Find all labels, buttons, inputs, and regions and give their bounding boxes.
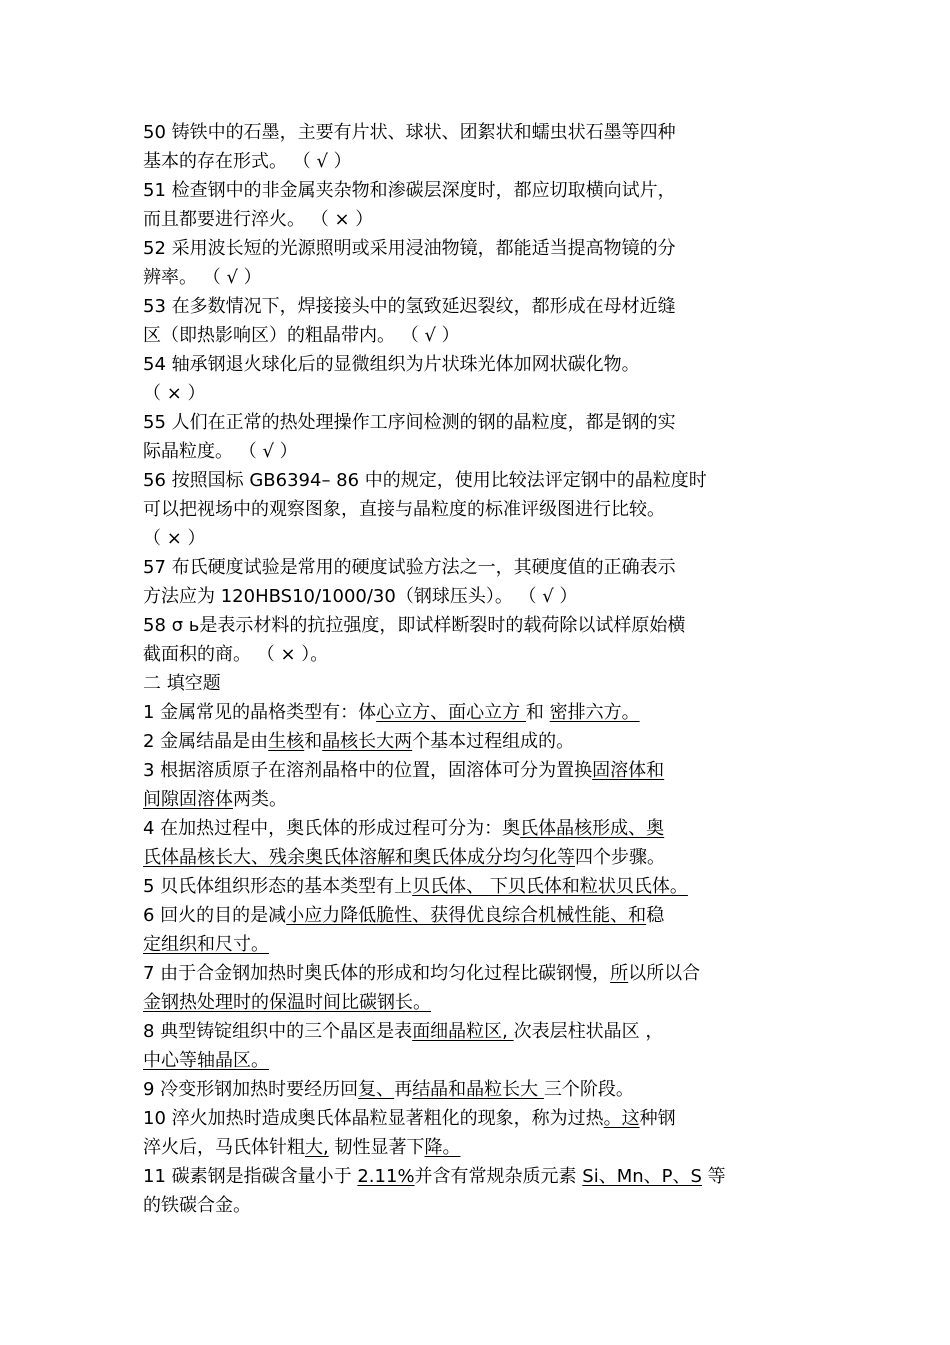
text-line	[143, 437, 823, 466]
text-segment: 再	[394, 1079, 413, 1100]
text-line	[143, 118, 823, 147]
text-segment: 5 贝氏体组织形态的基本类型有上	[143, 876, 413, 897]
text-segment: 9 冷变形钢加热时要经历回	[143, 1079, 359, 1100]
answer-blank: 面细晶粒区,	[412, 1021, 514, 1042]
text-segment: 并含有常规杂质元素	[414, 1166, 583, 1187]
text-line	[143, 1017, 823, 1046]
answer-blank: 。	[413, 992, 431, 1013]
text-segment: 种钢	[639, 1108, 676, 1129]
text-segment: 次表层柱状晶区 ，	[513, 1021, 664, 1042]
text-line	[143, 263, 823, 292]
answer-blank: 贝氏体、	[412, 876, 490, 897]
text-segment: 韧性显著下	[328, 1137, 425, 1158]
text-line	[143, 1104, 823, 1133]
text-segment: 50 铸铁中的石墨，主要有片状、球状、团絮状和蠕虫状石墨等四种	[143, 122, 676, 143]
document-body	[143, 118, 823, 1220]
answer-blank: 金钢热处理时的保温时间比碳钢长	[143, 992, 413, 1013]
text-line	[143, 466, 823, 495]
text-line	[143, 234, 823, 263]
answer-blank: 结晶和晶粒长大	[412, 1079, 544, 1100]
text-segment: 等	[701, 1166, 726, 1187]
answer-blank: 晶核长大两	[322, 731, 413, 752]
text-line	[143, 321, 823, 350]
text-segment: 个基本过程组成的。	[412, 731, 575, 752]
text-segment: （ × ）	[143, 383, 206, 404]
text-line	[143, 1075, 823, 1104]
text-segment: 的铁碳合金。	[143, 1195, 251, 1216]
text-segment: 四个步骤。	[575, 847, 665, 868]
answer-blank: 小应力降低脆性、获得优良综合机械性能、和	[286, 905, 647, 926]
text-line	[143, 930, 823, 959]
text-segment: 51 检查钢中的非金属夹杂物和渗碳层深度时，都应切取横向试片，	[143, 180, 676, 201]
text-line	[143, 843, 823, 872]
answer-blank: 2.11%	[357, 1166, 415, 1187]
text-line	[143, 292, 823, 321]
text-segment: 8 典型铸锭组织中的三个晶区是表	[143, 1021, 413, 1042]
text-segment: 际晶粒度。 （ √ ）	[143, 441, 298, 462]
text-segment: 1 金属常见的晶格类型有：体	[143, 702, 377, 723]
text-line	[143, 640, 823, 669]
text-line	[143, 524, 823, 553]
text-segment: 56 按照国标 GB6394– 86 中的规定，使用比较法评定钢中的晶粒度时	[143, 470, 707, 491]
text-segment: 淬火后，马氏体针粗	[143, 1137, 305, 1158]
text-segment: （ × ）	[143, 528, 206, 549]
text-segment: 可以把视场中的观察图象，直接与晶粒度的标准评级图进行比较。	[143, 499, 665, 520]
text-segment: 55 人们在正常的热处理操作工序间检测的钢的晶粒度，都是钢的实	[143, 412, 676, 433]
answer-blank: 中心等轴晶区。	[143, 1050, 269, 1071]
answer-blank: 生核	[268, 731, 305, 752]
text-segment: 2 金属结晶是由	[143, 731, 269, 752]
text-line	[143, 785, 823, 814]
text-line	[143, 495, 823, 524]
text-segment: 两类。	[233, 789, 287, 810]
text-segment: 54 轴承钢退火球化后的显微组织为片状珠光体加网状碳化物。	[143, 354, 640, 375]
text-line	[143, 176, 823, 205]
text-segment: 52 采用波长短的光源照明或采用浸油物镜，都能适当提高物镜的分	[143, 238, 676, 259]
text-segment: 方法应为 120HBS10/1000/30（钢球压头）。 （ √ ）	[143, 586, 578, 607]
answer-blank: 密排六方。	[549, 702, 640, 723]
text-segment: 53 在多数情况下，焊接接头中的氢致延迟裂纹，都形成在母材近缝	[143, 296, 676, 317]
text-segment: 基本的存在形式。 （ √ ）	[143, 151, 352, 172]
answer-blank: 间隙固溶体	[143, 789, 233, 810]
answer-blank: Si、Mn、P、S	[582, 1166, 702, 1187]
text-segment: 区（即热影响区）的粗晶带内。 （ √ ）	[143, 325, 460, 346]
text-segment: 以所以合	[628, 963, 701, 984]
text-segment: 截面积的商。 （ × ）。	[143, 644, 329, 665]
text-segment: 而且都要进行淬火。 （ × ）	[143, 209, 374, 230]
text-line	[143, 1046, 823, 1075]
text-segment: 和	[525, 702, 550, 723]
text-segment: 6 回火的目的是减	[143, 905, 287, 926]
text-line	[143, 205, 823, 234]
text-segment: 辨率。 （ √ ）	[143, 267, 262, 288]
text-line	[143, 1191, 823, 1220]
text-segment: 7 由于合金钢加热时奥氏体的形成和均匀化过程比碳钢慢，	[143, 963, 611, 984]
answer-blank: 定组织和尺寸。	[143, 934, 269, 955]
answer-blank: 降。	[424, 1137, 461, 1158]
text-line	[143, 959, 823, 988]
answer-blank: 固溶体和	[592, 760, 665, 781]
text-segment: 4 在加热过程中，奥氏体的形成过程可分为：奥	[143, 818, 521, 839]
text-segment: 57 布氏硬度试验是常用的硬度试验方法之一，其硬度值的正确表示	[143, 557, 676, 578]
text-line	[143, 350, 823, 379]
answer-blank: 氏体晶核长大、残余奥氏体溶解和奥氏体成分均匀化等	[143, 847, 575, 868]
text-line	[143, 1133, 823, 1162]
text-segment: 11 碳素钢是指碳含量小于	[143, 1166, 358, 1187]
answer-blank: 复、	[358, 1079, 395, 1100]
text-line	[143, 408, 823, 437]
answer-blank: 心立方、面心立方	[376, 702, 526, 723]
text-line	[143, 1162, 823, 1191]
text-line	[143, 698, 823, 727]
text-line	[143, 988, 823, 1017]
text-line	[143, 872, 823, 901]
text-line	[143, 669, 823, 698]
text-line	[143, 727, 823, 756]
answer-blank: 大,	[305, 1137, 329, 1158]
text-segment: 10 淬火加热时造成奥氏体晶粒显著粗化的现象，称为过热	[143, 1108, 604, 1129]
text-segment: 稳	[646, 905, 665, 926]
text-line	[143, 901, 823, 930]
text-line	[143, 611, 823, 640]
text-segment: 三个阶段。	[543, 1079, 634, 1100]
text-segment: 二 填空题	[143, 673, 221, 694]
answer-blank: 。这	[603, 1108, 640, 1129]
text-line	[143, 756, 823, 785]
text-segment: 和	[304, 731, 323, 752]
text-line	[143, 147, 823, 176]
text-line	[143, 582, 823, 611]
answer-blank: 下贝氏体和粒状贝氏体。	[489, 876, 688, 897]
text-line	[143, 814, 823, 843]
answer-blank: 所	[610, 963, 629, 984]
text-segment: 3 根据溶质原子在溶剂晶格中的位置，固溶体可分为置换	[143, 760, 593, 781]
text-line	[143, 379, 823, 408]
answer-blank: 氏体晶核形成、奥	[520, 818, 665, 839]
text-segment: 58 σ ь是表示材料的抗拉强度，即试样断裂时的载荷除以试样原始横	[143, 615, 686, 636]
text-line	[143, 553, 823, 582]
